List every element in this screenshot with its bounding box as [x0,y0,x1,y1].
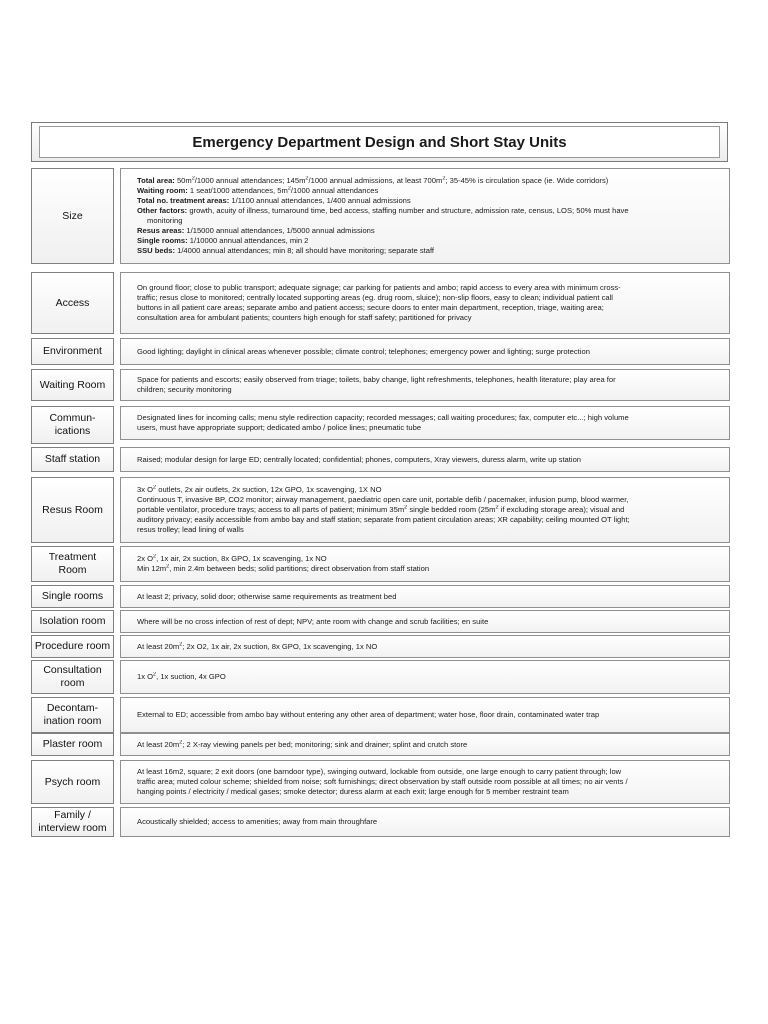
content-line [137,413,721,423]
line-text: At least $20m^2$; 2x O2, 1x air, 2x suction, 8x GPO, 1x scavenging, 1x NO [137,641,378,651]
row-content-isolation-room [120,610,730,633]
line-text: 1 seat/1000 attendances, $5m^2/1000$ annual attendances [187,186,379,195]
line-text: At least 2; privacy, solid door; otherwise same requirements as treatment bed [137,591,397,601]
row-label-staff-station: Staff station [31,447,114,472]
line-key: Resus areas: [137,226,185,235]
line-text: monitoring [147,216,183,225]
line-key: Total no. treatment areas: [137,196,230,205]
row-content-consultation-room [120,660,730,694]
line-text: At least $20m^2$; 2 X-ray viewing panels per bed; monitoring; sink and drainer; splint and crutch store [137,739,468,749]
line-key: Total area: [137,176,175,185]
row-label-plaster-room: Plaster room [31,733,114,756]
row-content-environment [120,338,730,365]
line-text: Good lighting; daylight in clinical areas whenever possible; climate control; telephones; emergency power and lighting; surge protection [137,346,590,356]
title-inner [39,126,720,158]
line-text: hanging points / electricity / medical gases; smoke detector; duress alarm at each exit; large enough for 5 member restraint team [137,787,569,796]
line-text: auditory privacy; easily accessible from ambo bay and staff station; separate from patient circulation areas; XR capability; ceiling mounted OT light; [137,515,630,524]
content-line [137,817,721,827]
content-line [137,293,721,303]
line-text: consultation area for ambulant patients; counters high enough for staff safety; partitioned for privacy [137,313,472,322]
content-line [137,495,721,505]
line-text: Space for patients and escorts; easily observed from triage; toilets, baby change, light refreshments, telephones, health literature; play area for [137,375,616,384]
line-text: resus trolley; lead lining of walls [137,525,244,534]
row-label-waiting-room: Waiting Room [31,369,114,401]
content-line [137,740,721,750]
content-line [137,216,721,226]
line-key: Single rooms: [137,236,188,245]
row-content-psych-room [120,760,730,804]
row-content-waiting-room [120,369,730,401]
content-line [137,767,721,777]
line-text: traffic; resus close to monitored; centrally located supporting areas (eg. drug room, sluice); non-slip floors, easy to clean; individual patient call [137,293,613,302]
row-label-treatment-room: Treatment Room [31,546,114,582]
row-content-communications [120,406,730,440]
content-line [137,186,721,196]
row-content-decontamination-room [120,697,730,733]
line-text: portable ventilator, procedure trays; access to all parts of patient; minimum $35m^2$ single bedded room ($25m^2$ if excluding storage area); visual and [137,505,625,514]
line-key: Other factors: [137,206,188,215]
row-label-access: Access [31,272,114,334]
line-text: External to ED; accessible from ambo bay without entering any other area of department; water hose, floor drain, contaminated water trap [137,710,600,719]
row-label-size: Size [31,168,114,264]
content-line [137,176,721,186]
row-label-communications: Commun- ications [31,406,114,444]
row-content-plaster-room [120,733,730,756]
row-label-family-interview-room: Family / interview room [31,807,114,837]
line-text: Acoustically shielded; access to amenities; away from main throughfare [137,817,378,826]
line-text: buttons in all patient care areas; separate ambo and patient access; secure doors to enter main department, reception, triage, waiting area; [137,303,604,312]
row-label-consultation-room: Consultation room [31,660,114,694]
content-line [137,710,721,720]
content-line [137,246,721,256]
line-text: 1/15000 annual attendances, 1/5000 annual admissions [184,226,375,235]
line-key: SSU beds: [137,246,175,255]
row-label-isolation-room: Isolation room [31,610,114,633]
line-text: children; security monitoring [137,385,232,394]
row-label-decontamination-room: Decontam- ination room [31,697,114,733]
content-line [137,196,721,206]
content-line [137,455,721,465]
content-line [137,375,721,385]
content-line [137,777,721,787]
row-content-access [120,272,730,334]
line-text: Where will be no cross infection of rest of dept; NPV; ante room with change and scrub facilities; en suite [137,616,489,626]
content-line [137,515,721,525]
page-title: Emergency Department Design and Short Stay Units [192,133,567,151]
line-text: Designated lines for incoming calls; menu style redirection capacity; recorded messages; call waiting procedures; fax, computer etc...; high volume [137,413,629,422]
line-text: 1/10000 annual attendances, min 2 [187,236,309,245]
row-content-single-rooms [120,585,730,608]
content-line [137,505,721,515]
row-content-family-interview-room [120,807,730,837]
line-text: $50m^2/1000$ annual attendances; $145m^2/1000$ annual admissions, at least $700m^2$; 35-45% is circulation space (ie. Wide corridors) [174,176,609,185]
content-line [137,617,721,627]
line-text: Raised; modular design for large ED; centrally located; confidential; phones, computers, Xray viewers, duress alarm, write up station [137,454,582,464]
line-key: Waiting room: [137,186,188,195]
line-text: On ground floor; close to public transport; adequate signage; car parking for patients and ambo; rapid access to every area with minimum cross- [137,283,621,292]
content-line [137,564,721,574]
row-label-resus-room: Resus Room [31,477,114,543]
line-text: 1/4000 annual attendances; min 8; all should have monitoring; separate staff [174,246,435,255]
content-line [137,642,721,652]
line-text: 2x $O^2$, 1x air, 2x suction, 8x GPO, 1x scavenging, 1x NO [137,554,327,563]
content-line [137,303,721,313]
line-text: 1x $O^2$, 1x suction, 4x GPO [137,672,226,681]
row-label-procedure-room: Procedure room [31,635,114,658]
line-text: Continuous T, invasive BP, CO2 monitor; airway management, paediatric open care unit, portable defib / pacemaker, infusion pump, blood warmer, [137,495,629,504]
row-content-size [120,168,730,264]
content-line [137,226,721,236]
content-line [137,485,721,495]
content-line [137,385,721,395]
row-label-single-rooms: Single rooms [31,585,114,608]
row-content-staff-station [120,447,730,472]
row-label-environment: Environment [31,338,114,365]
content-line [137,525,721,535]
content-line [137,672,721,682]
line-text: Min $12m^2$, min 2.4m between beds; solid partitions; direct observation from staff station [137,564,430,573]
line-text: At least 16m2, square; 2 exit doors (one barndoor type), swinging outward, lockable from outside, one large enough to carry patient through; low [137,767,622,776]
line-text: users, must have appropriate support; dedicated ambo / police lines; pneumatic tube [137,423,422,432]
content-line [137,347,721,357]
title-box [31,122,728,162]
line-text: traffic area; muted colour scheme; shielded from noise; soft furnishings; direct observation by staff outside room possible at all times; no air vents / [137,777,628,786]
row-content-resus-room [120,477,730,543]
line-text: 3x $O^2$ outlets, 2x air outlets, 2x suction, 12x GPO, 1x scavenging, 1X NO [137,485,382,494]
line-text: 1/1100 annual attendances, 1/400 annual admissions [229,196,411,205]
row-content-procedure-room [120,635,730,658]
content-line [137,423,721,433]
content-line [137,592,721,602]
content-line [137,283,721,293]
content-line [137,313,721,323]
content-line [137,236,721,246]
content-line [137,787,721,797]
row-content-treatment-room [120,546,730,582]
row-label-psych-room: Psych room [31,760,114,804]
content-line [137,554,721,564]
content-line [137,206,721,216]
line-text: growth, acuity of illness, turnaround time, bed access, staffing number and structure, admission rate, census, LOS; 50% must have [187,206,629,215]
